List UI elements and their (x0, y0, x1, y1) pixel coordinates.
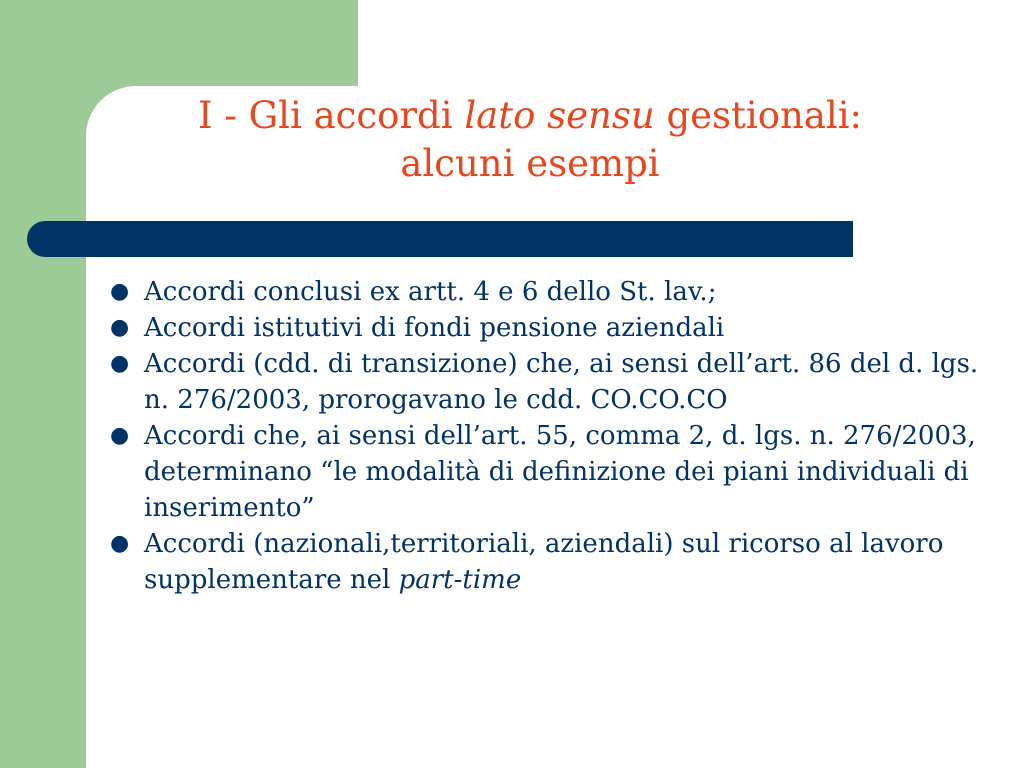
bullet-text: Accordi conclusi ex artt. 4 e 6 dello St. lav.; (144, 277, 717, 307)
bullet-item (100, 526, 980, 598)
bullet-list (100, 274, 980, 598)
bullet-dot-icon: ● (110, 351, 130, 376)
bullet-text: Accordi (cdd. di transizione) che, ai sensi dell’art. 86 del d. lgs. n. 276/2003, prorogavano le cdd. CO.CO.CO (144, 349, 979, 415)
bullet-item (100, 418, 980, 526)
bullet-item (100, 310, 980, 346)
title-divider-bar (27, 221, 853, 257)
bullet-item (100, 274, 980, 310)
bullet-dot-icon: ● (110, 315, 130, 340)
bullet-text-plain: Accordi (nazionali,territoriali, aziendali) sul ricorso al lavoro supplementare nel (144, 529, 944, 595)
bullet-dot-icon: ● (110, 279, 130, 304)
title-italic: lato sensu (464, 94, 655, 137)
bullet-text-italic: part-time (398, 565, 522, 595)
bullet-dot-icon: ● (110, 423, 130, 448)
bullet-item (100, 346, 980, 418)
bullet-text (144, 526, 980, 598)
bullet-text: Accordi che, ai sensi dell’art. 55, comma 2, d. lgs. n. 276/2003, determinano “le modalità di definizione dei piani individuali di inserimento” (144, 421, 976, 523)
slide-title (120, 92, 940, 188)
title-suffix: gestionali: (654, 94, 863, 137)
title-prefix: I - Gli accordi (197, 94, 465, 137)
bullet-text: Accordi istitutivi di fondi pensione aziendali (144, 313, 725, 343)
slide-title-line2: alcuni esempi (400, 142, 660, 185)
bullet-dot-icon: ● (110, 531, 130, 556)
slide-title-line1 (120, 92, 940, 140)
